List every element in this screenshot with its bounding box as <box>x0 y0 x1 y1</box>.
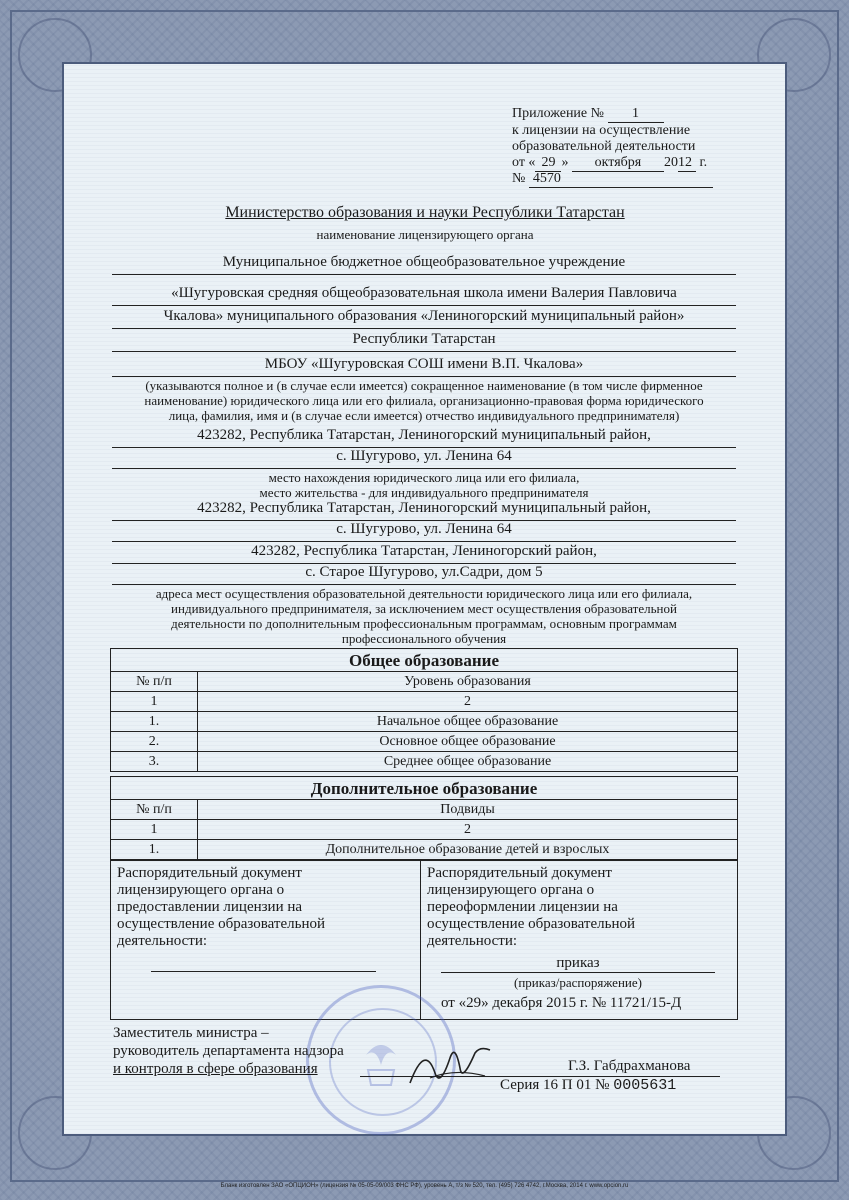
authority-caption: наименование лицензирующего органа <box>316 227 534 242</box>
license-number: № 4570 <box>512 171 713 188</box>
appendix-label-row: Приложение № 1 <box>512 106 664 123</box>
institution-line: Муниципальное бюджетное общеобразовательное учреждение <box>112 254 736 275</box>
institution-line: Чкалова» муниципального образования «Лениногорский муниципальный район» <box>112 308 736 329</box>
additional-education-title: Дополнительное образование <box>111 777 738 800</box>
blank-series-number: Серия 16 П 01 № 0005631 <box>500 1077 677 1094</box>
institution-line: Республики Татарстан <box>112 331 736 352</box>
institution-caption: (указываются полное и (в случае если имеется) сокращенное наименование (в том числе фирменное наименование) юридического лица или его филиала, организационно-правовая форма юридического лица, фамилия, имя и (в случае если имеется) отчество индивидуального предпринимателя) <box>144 378 704 423</box>
table-row: 1. Дополнительное образование детей и взрослых <box>111 840 738 860</box>
activity-address-line: с. Старое Шугурово, ул.Садри, дом 5 <box>112 564 736 585</box>
appendix-line2: образовательной деятельности <box>512 139 696 154</box>
column-header-number: № п/п <box>111 800 198 820</box>
activity-address-caption: адреса мест осуществления образовательной деятельности юридического лица или его филиала, индивидуального предпринимателя, за исключением мест осуществления образовательной деятельности по дополнительным профессиональным программам, основным программам профессионального обучения <box>155 586 693 646</box>
appendix-line1: к лицензии на осуществление <box>512 123 691 138</box>
activity-address-line: 423282, Республика Татарстан, Лениногорский район, <box>112 543 736 564</box>
institution-line: «Шугуровская средняя общеобразовательная школа имени Валерия Павловича <box>112 285 736 306</box>
activity-address-line: 423282, Республика Татарстан, Лениногорский муниципальный район, <box>112 500 736 521</box>
appendix-number: 1 <box>608 106 664 123</box>
table-row: 3. Среднее общее образование <box>111 752 738 772</box>
appendix-date: от « 29 » октября 2012 г. <box>512 155 708 170</box>
general-education-table: Общее образование № п/п Уровень образования 1 2 1. Начальное общее образование 2. Основное общее образование 3. Среднее общее образование <box>110 648 738 772</box>
additional-education-table: Дополнительное образование № п/п Подвиды 1 2 1. Дополнительное образование детей и взрослых <box>110 776 738 860</box>
reissue-document-text: Распорядительный документ лицензирующего органа о переоформлении лицензии на осуществление образовательной деятельности: <box>427 865 635 949</box>
authority-name: Министерство образования и науки Республики Татарстан <box>225 204 625 221</box>
reissue-document-caption: (приказ/распоряжение) <box>514 975 642 990</box>
location-caption: место нахождения юридического лица или его филиала, место жительства - для индивидуального предпринимателя <box>259 470 589 500</box>
table-row: 1. Начальное общее образование <box>111 712 738 732</box>
reissue-document-date: от «29» декабря 2015 г. № 11721/15-Д <box>441 995 682 1011</box>
location-line: с. Шугурово, ул. Ленина 64 <box>112 448 736 469</box>
institution-short-name: МБОУ «Шугуровская СОШ имени В.П. Чкалова» <box>112 356 736 377</box>
grant-document-text: Распорядительный документ лицензирующего органа о предоставлении лицензии на осуществление образовательной деятельности: <box>117 865 325 949</box>
reissue-document-type: приказ <box>441 955 715 973</box>
general-education-title: Общее образование <box>111 649 738 672</box>
signatory-name: Г.З. Габдрахманова <box>568 1058 691 1074</box>
column-header-number: № п/п <box>111 672 198 692</box>
location-line: 423282, Республика Татарстан, Лениногорский муниципальный район, <box>112 427 736 448</box>
column-header-level: Уровень образования <box>198 672 738 692</box>
grant-document-blank-line <box>151 971 376 972</box>
handwritten-signature-icon <box>400 1038 500 1093</box>
footer-printer-info: Бланк изготовлен ЗАО «ОПЦИОН» (лицензия № 05-05-09/003 ФНС РФ), уровень А, т/з № 520, тел. (495) 726 4742, г.Москва, 2014 г. www.opcion.ru <box>220 1183 629 1189</box>
column-header-subtype: Подвиды <box>198 800 738 820</box>
table-row: 2. Основное общее образование <box>111 732 738 752</box>
signatory-position: Заместитель министра – руководитель департамента надзора и контроля в сфере образования <box>113 1025 344 1077</box>
activity-address-line: с. Шугурово, ул. Ленина 64 <box>112 521 736 542</box>
